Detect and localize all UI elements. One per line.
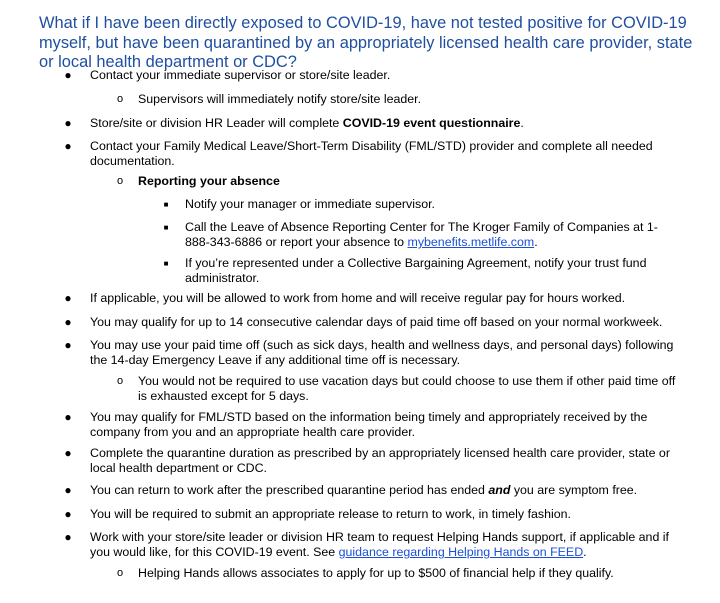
bullet-icon: ● bbox=[64, 68, 72, 82]
item-text: Work with your store/site leader or division HR team to request Helping Hands support, if applicable and if you would like, for this COVID-19 event. See bbox=[90, 530, 669, 560]
circle-bullet-icon: o bbox=[116, 567, 124, 579]
list-item bbox=[116, 566, 678, 581]
item-text: Call the Leave of Absence Reporting Center for The Kroger Family of Companies at 1-888-343-6886 or report your absence to bbox=[185, 220, 658, 250]
item-text: You would not be required to use vacation days but could choose to use them if other paid time off is exhausted except for 5 days. bbox=[138, 374, 676, 404]
item-text: Store/site or division HR Leader will complete bbox=[90, 116, 343, 130]
reporting-absence-heading: Reporting your absence bbox=[138, 174, 280, 188]
list-item bbox=[64, 291, 680, 306]
item-text: If you’re represented under a Collective Bargaining Agreement, notify your trust fund administrator. bbox=[185, 256, 647, 286]
bullet-icon: ● bbox=[64, 315, 72, 329]
bullet-icon: ● bbox=[64, 507, 72, 521]
list-item bbox=[116, 174, 678, 189]
item-text: Contact your immediate supervisor or store/site leader. bbox=[90, 68, 391, 82]
item-text: You may qualify for FML/STD based on the information being timely and appropriately received by the company from you and an appropriate health care provider. bbox=[90, 410, 648, 440]
bullet-icon: ● bbox=[64, 530, 72, 544]
list-item bbox=[64, 446, 680, 476]
helping-hands-link[interactable]: guidance regarding Helping Hands on FEED bbox=[338, 545, 584, 560]
item-text: You may qualify for up to 14 consecutive calendar days of paid time off based on your normal workweek. bbox=[90, 315, 663, 329]
list-item bbox=[64, 68, 680, 83]
bullet-icon: ● bbox=[64, 338, 72, 352]
list-item: ● You can return to work after the prescribed quarantine period has ended and you are symptom free. bbox=[64, 483, 638, 497]
circle-bullet-icon: o bbox=[116, 175, 124, 187]
item-text: Complete the quarantine duration as prescribed by an appropriately licensed health care provider, state or local health department or CDC. bbox=[90, 446, 670, 476]
square-bullet-icon: ■ bbox=[163, 259, 169, 268]
list-item bbox=[116, 374, 678, 404]
circle-bullet-icon: o bbox=[116, 93, 124, 105]
list-item: ■ Call the Leave of Absence Reporting Center for The Kroger Family of Companies at 1-888-343-6886 or report your absence to mybenefits.metlife.com. bbox=[185, 220, 675, 250]
list-item bbox=[163, 197, 675, 212]
list-item bbox=[64, 315, 680, 330]
list-item: ● Work with your store/site leader or division HR team to request Helping Hands support, if applicable and if you would like, for this COVID-19 event. See guidance regarding Helping Hands on FEED. bbox=[64, 530, 669, 560]
item-text: You can return to work after the prescribed quarantine period has ended bbox=[90, 483, 489, 497]
list-item bbox=[163, 256, 675, 286]
square-bullet-icon: ■ bbox=[163, 223, 169, 232]
bullet-icon: ● bbox=[64, 116, 72, 130]
list-item bbox=[64, 139, 680, 169]
bullet-icon: ● bbox=[64, 291, 72, 305]
item-text: Contact your Family Medical Leave/Short-Term Disability (FML/STD) provider and complete all needed documentation. bbox=[90, 139, 653, 169]
bullet-icon: ● bbox=[64, 446, 72, 460]
item-text: You may use your paid time off (such as sick days, health and wellness days, and personal days) following the 14-day Emergency Leave if any additional time off is necessary. bbox=[90, 338, 674, 368]
item-text: Notify your manager or immediate supervisor. bbox=[185, 197, 435, 211]
questionnaire-bold-text: COVID-19 event questionnaire bbox=[342, 116, 521, 130]
item-text: You will be required to submit an appropriate release to return to work, in timely fashion. bbox=[90, 507, 571, 521]
bullet-icon: ● bbox=[64, 410, 72, 424]
bullet-icon: ● bbox=[64, 139, 72, 153]
list-item bbox=[116, 92, 678, 107]
square-bullet-icon: ■ bbox=[163, 200, 169, 209]
metlife-link[interactable]: mybenefits.metlife.com bbox=[407, 235, 535, 250]
item-text: Helping Hands allows associates to apply for up to $500 of financial help if they qualify. bbox=[138, 566, 614, 580]
item-text: Supervisors will immediately notify store/site leader. bbox=[138, 92, 422, 106]
item-text: If applicable, you will be allowed to work from home and will receive regular pay for hours worked. bbox=[90, 291, 626, 305]
list-item bbox=[64, 338, 680, 368]
circle-bullet-icon: o bbox=[116, 375, 124, 387]
bullet-icon: ● bbox=[64, 483, 72, 497]
list-item bbox=[64, 410, 680, 440]
emphasis-and: and bbox=[488, 483, 511, 497]
page-heading: What if I have been directly exposed to COVID-19, have not tested positive for COVID-19 myself, but have been quarantined by an appropriately licensed health care provider, state or local health department or CDC? bbox=[39, 14, 693, 71]
list-item bbox=[64, 507, 680, 522]
list-item: ● Store/site or division HR Leader will complete COVID-19 event questionnaire. bbox=[64, 116, 524, 130]
